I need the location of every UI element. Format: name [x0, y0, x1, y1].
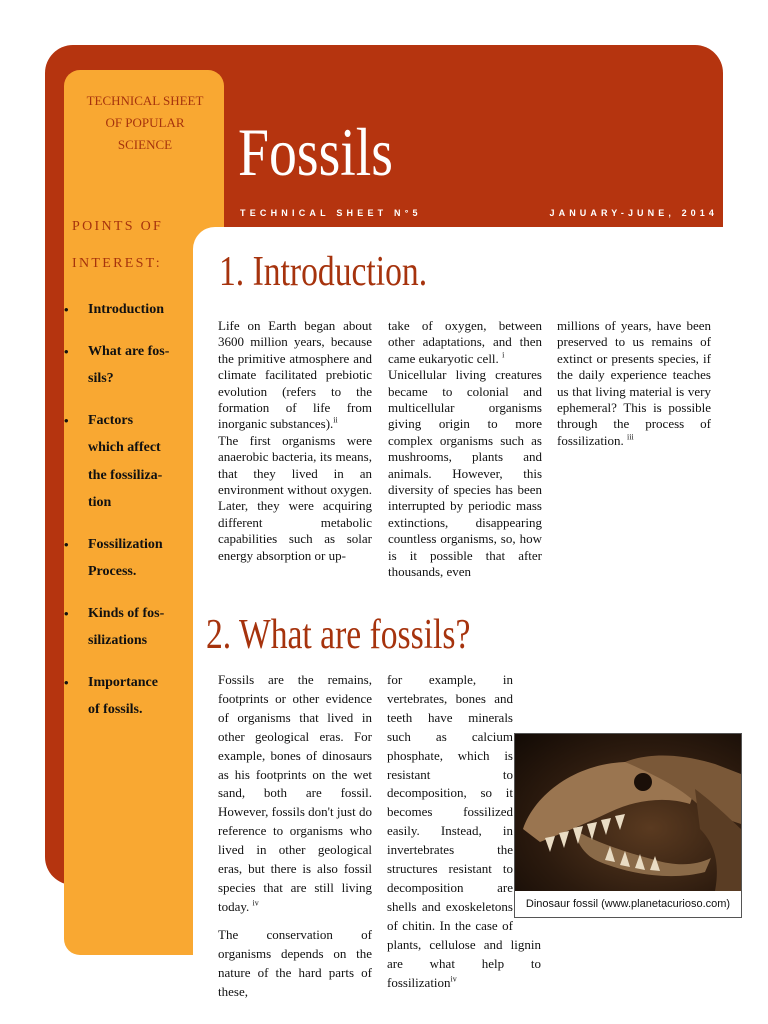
poi-item-importance [64, 669, 184, 724]
poi-item-line: What are fos- [88, 343, 170, 359]
dinosaur-skull-icon [515, 734, 741, 891]
paragraph: Unicellular living creatures became to colonial and multicellular organisms giving origin to more complex organisms such as mushrooms, plants and animals. However, this diversity of species has been interrupted by periodic mass extinctions, disappearing countless organisms, so, how is it possible that after thousands, even [388, 367, 542, 580]
poi-item-line: sils? [88, 371, 114, 386]
poi-item-line: of fossils. [88, 702, 143, 717]
paragraph: The conservation of organisms depends on the nature of the hard parts of these, [218, 926, 372, 999]
paragraph: The first organisms were anaerobic bacteria, its means, that they lived in an environment without oxygen. Later, they were acquiring different metabolic capabilities such as solar energy absorption or up- [218, 432, 372, 563]
points-of-interest-heading [72, 208, 187, 282]
poi-item-factors [64, 407, 184, 517]
fossils-column-1 [218, 671, 372, 1001]
poi-item-line: Kinds of fos- [88, 605, 165, 621]
footnote-mark: i [502, 350, 505, 360]
paragraph-text: take of oxygen, between other adaptations, and then came eukaryotic cell. [388, 318, 542, 366]
poi-item-line: Process. [88, 564, 137, 579]
poi-item-line: tion [88, 495, 112, 510]
paragraph-text: Fossils are the remains, footprints or other evidence of organisms that lived in other geological eras. For example, bones of dinosaurs as his footprints on the wet sand, both are fossil. However, fossils don't just do reference to organisms who lived in other geological eras, but there is also fossil species that are still living today. [218, 672, 372, 914]
poi-heading-line: INTEREST: [72, 256, 162, 271]
footnote-mark: iv [252, 898, 259, 908]
bullet-icon: • [64, 536, 69, 552]
poi-heading-line: POINTS OF [72, 219, 164, 234]
points-of-interest-list [64, 296, 184, 738]
intro-column-2 [388, 318, 542, 581]
sidebar-title-line: OF POPULAR [105, 115, 185, 130]
poi-item-line: the fossiliza- [88, 467, 163, 483]
paragraph [557, 318, 711, 449]
poi-item-line: Fossilization [88, 536, 163, 552]
dinosaur-figure [514, 733, 742, 918]
poi-item-line: which affect [88, 440, 161, 455]
intro-column-1 [218, 318, 372, 564]
dinosaur-fossil-image [515, 734, 741, 891]
poi-item-line: Importance [88, 674, 158, 690]
bullet-icon: • [64, 343, 69, 359]
sidebar-title-line: TECHNICAL SHEET [86, 93, 204, 108]
footnote-mark: iii [627, 432, 634, 442]
paragraph-text: for example, in vertebrates, bones and teeth have minerals such as calcium phosphate, which is resistant to decomposition, so it becomes fossilized easily. Instead, in invertebrates the structures resistant to decomposition are shells and exoskeletons of chitin. In the case of plants, cellulose and lignin are what help to fossilization [387, 672, 541, 990]
paragraph [218, 318, 372, 433]
poi-item-line: Introduction [88, 302, 164, 317]
paragraph [218, 671, 372, 917]
poi-item-line: silizations [88, 633, 148, 648]
poi-item-line: Factors [88, 412, 134, 428]
bullet-icon: • [64, 674, 69, 690]
section-title-what-are-fossils: 2. What are fossils? [206, 612, 471, 658]
poi-item-introduction [64, 296, 184, 324]
intro-column-3 [557, 318, 711, 449]
poi-item-what-are-fossils [64, 338, 184, 393]
poi-item-kinds [64, 600, 184, 655]
sidebar-title [76, 90, 214, 156]
page-title: Fossils [238, 114, 393, 190]
sidebar-title-line: SCIENCE [117, 137, 173, 152]
bullet-icon: • [64, 412, 69, 428]
paragraph-text: Life on Earth began about 3600 million years, because the primitive atmosphere and climate facilitated prebiotic evolution (refers to the formation of life from inorganic substances). [218, 318, 372, 432]
paragraph-text: millions of years, have been preserved to us remains of extinct or presents species, if the daily experience teaches us that living material is very ephemeral? This is possible through the process of fossilization. [557, 318, 711, 448]
paragraph [388, 318, 542, 367]
footnote-mark: iv [450, 974, 457, 984]
section-title-introduction: 1. Introduction. [219, 249, 428, 295]
figure-caption: Dinosaur fossil (www.planetacurioso.com) [525, 898, 731, 910]
footnote-mark: ii [333, 416, 338, 426]
sheet-number-label: TECHNICAL SHEET N°5 [240, 208, 422, 218]
poi-item-fossilization-process [64, 531, 184, 586]
bullet-icon: • [64, 605, 69, 621]
date-label: JANUARY-JUNE, 2014 [549, 208, 718, 218]
bullet-icon: • [64, 302, 69, 317]
